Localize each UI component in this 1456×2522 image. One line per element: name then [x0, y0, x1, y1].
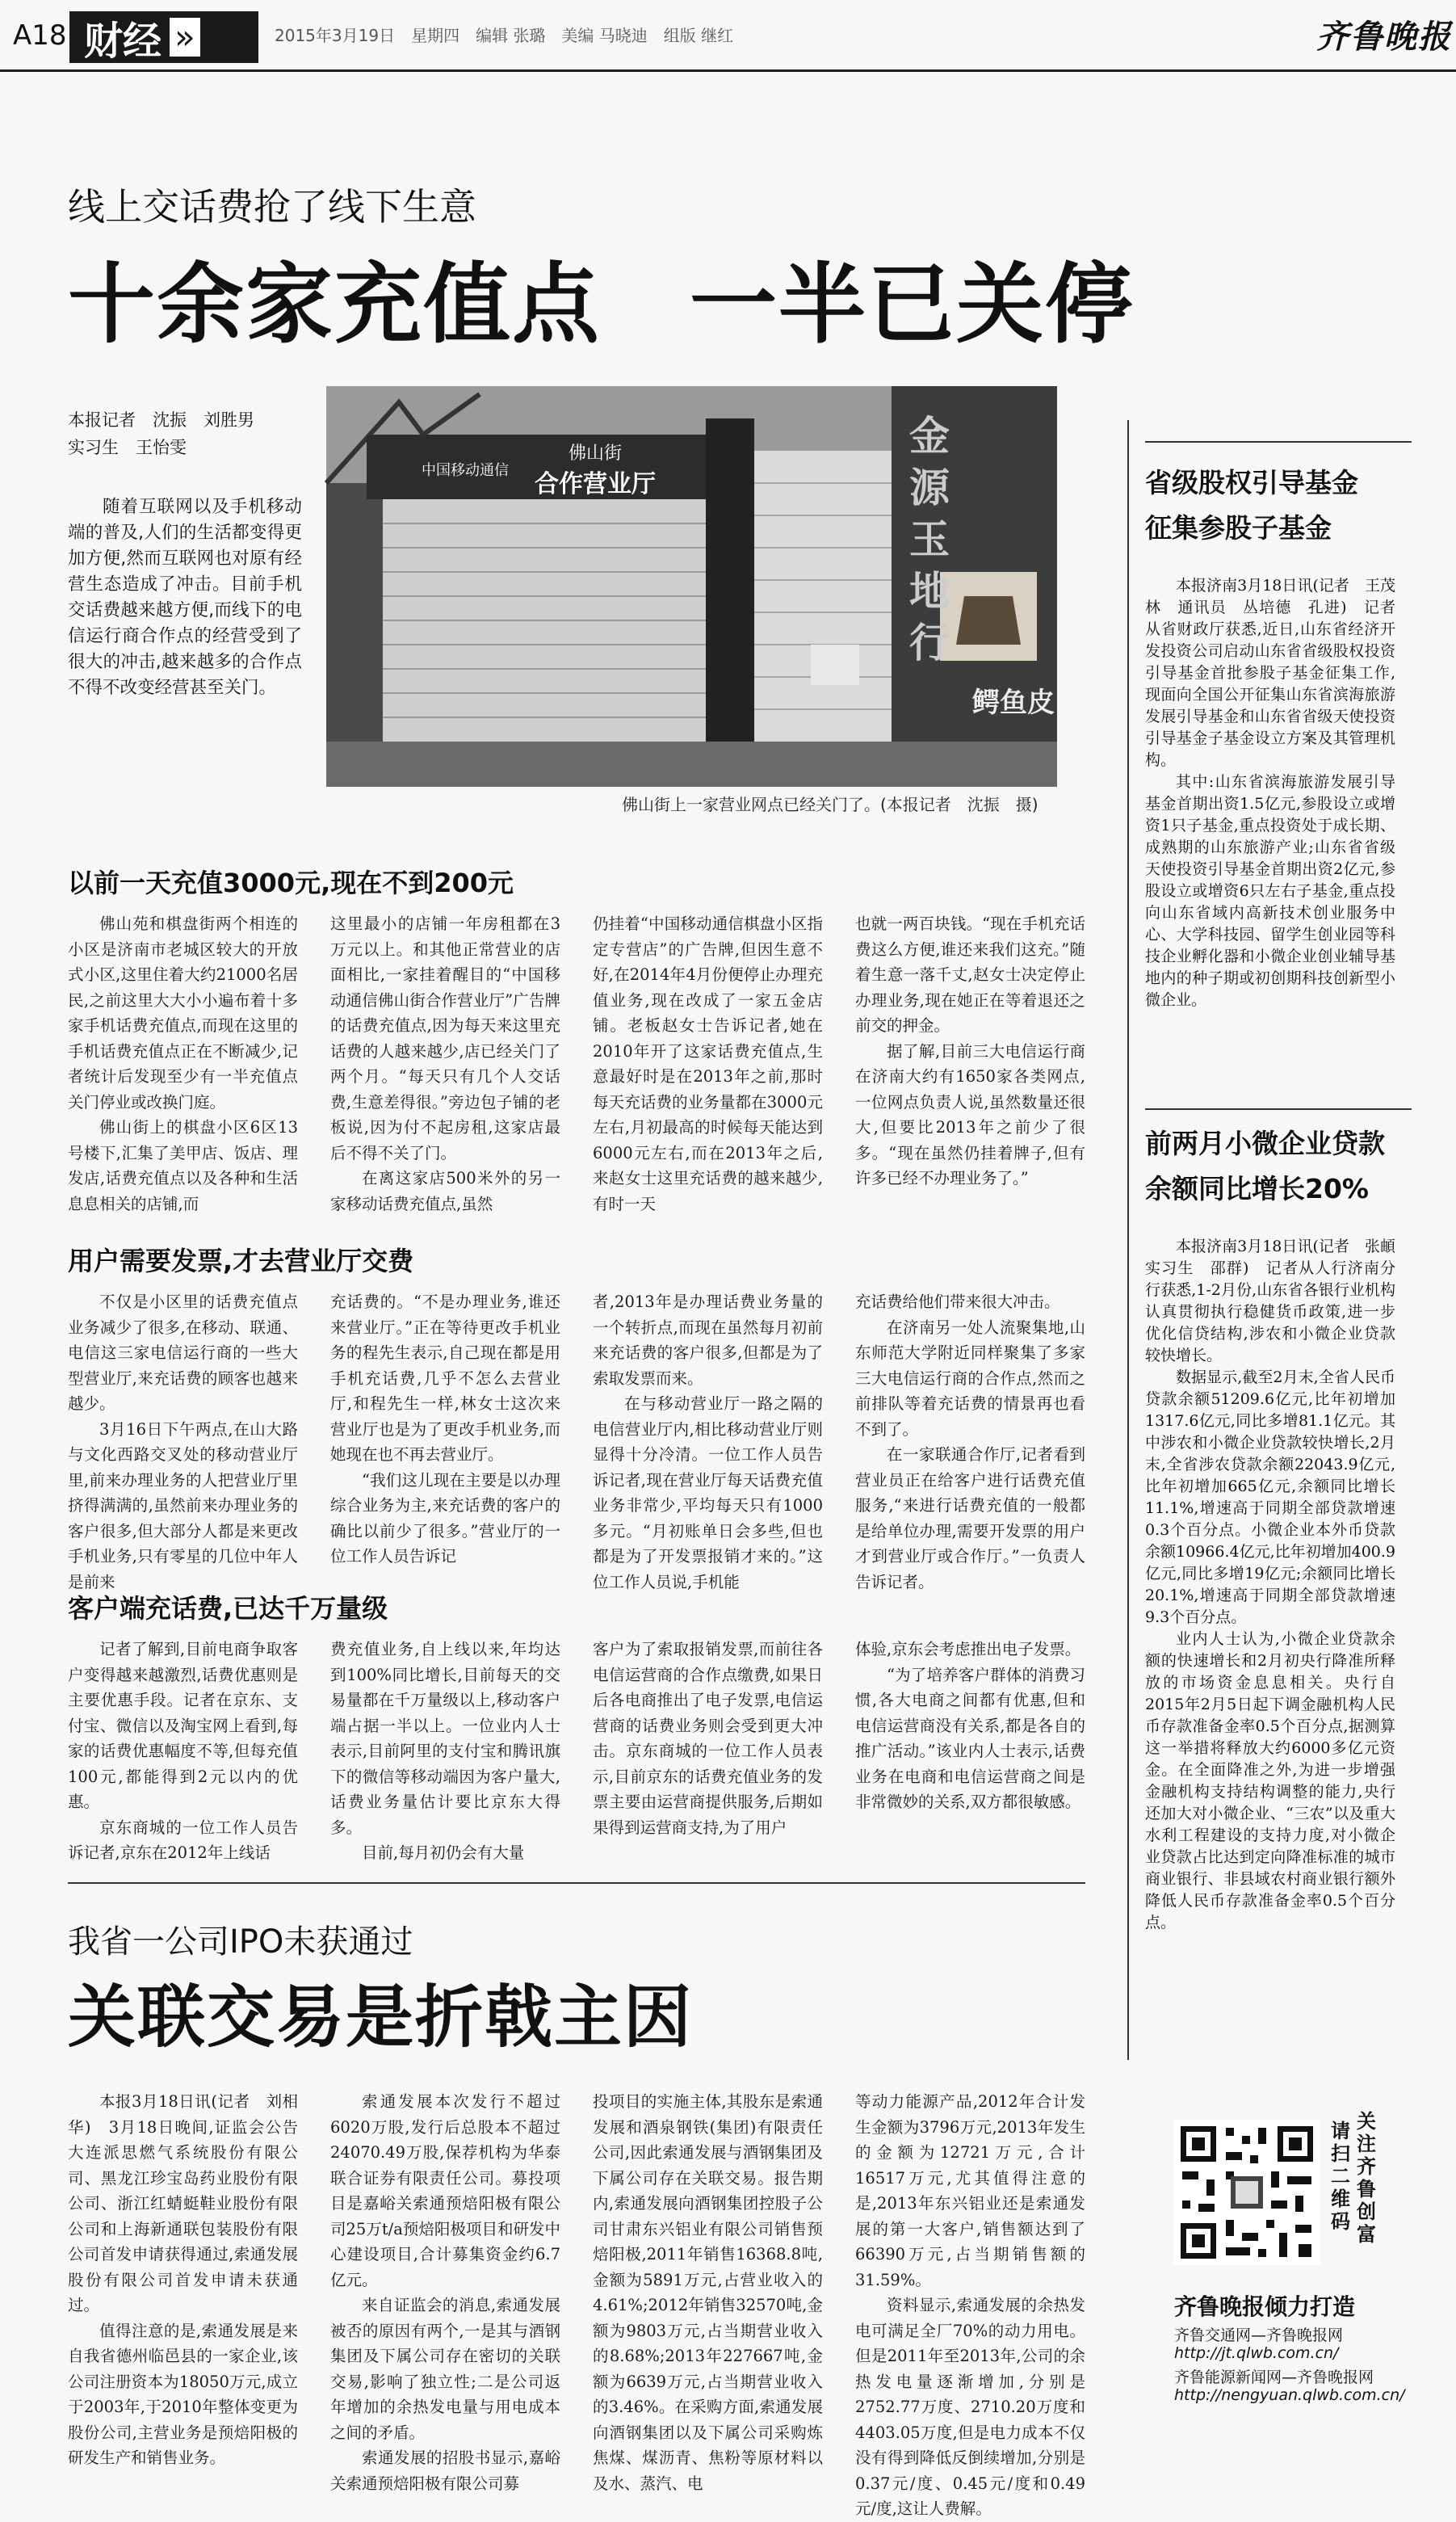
paragraph: 本报济南3月18日讯(记者 王茂林 通讯员 丛培德 孔进) 记者从省财政厅获悉,近日,山东省经济开发投资公司启动山东省省级股权投资引导基金首批参股子基金征集工作,现面向全国公开征集山东省滨海旅游发展引导基金和山东省省级天使投资引导基金子基金设立方案及其管理机构。: [1145, 577, 1395, 769]
section-1-title: 以前一天充值3000元,现在不到200元: [68, 868, 514, 898]
section-2-body: [68, 1289, 1085, 1591]
section-2-col-1: [68, 1289, 298, 1591]
qr-code-icon: [1174, 2120, 1320, 2265]
street-photo: [326, 386, 1057, 787]
second-col-1: [68, 2089, 298, 2467]
story-separator: [68, 1882, 1085, 1884]
paragraph: 索通发展本次发行不超过6020万股,发行后总股本不超过24070.49万股,保荐机构为华泰联合证券有限责任公司。募投项目是嘉峪关索通预焙阳极有限公司25万t/a预焙阳极项目和研发中心建设项目,合计募集资金约6.7亿元。: [330, 2092, 560, 2289]
second-story-body: [68, 2089, 1085, 2518]
section-label: 财经: [84, 18, 162, 64]
paragraph: 资料显示,索通发展的余热发电可满足全厂70%的动力用电。但是2011年至2013年,公司的余热发电量逐渐增加,分别是2752.77万度、2710.20万度和4403.05万度,但是电力成本不仅没有得到降低反倒续增加,分别是0.37元/度、0.45元/度和0.49元/度,这让人费解。: [855, 2296, 1085, 2518]
brief-1-title-line-1: 省级股权引导基金: [1145, 467, 1358, 498]
section-badge: [69, 11, 258, 63]
header-meta: 2015年3月19日 星期四 编辑 张璐 美编 马晓迪 组版 继红: [275, 26, 734, 45]
sign-street: 佛山街: [569, 443, 623, 464]
ad-url-1[interactable]: http://jt.qlwb.com.cn/: [1174, 2344, 1339, 2362]
section-3-col-1: [68, 1637, 298, 1866]
main-byline: [68, 406, 254, 461]
ad-url-2[interactable]: http://nengyuan.qlwb.com.cn/: [1174, 2386, 1405, 2404]
section-3-title: 客户端充话费,已达千万量级: [68, 1593, 388, 1624]
brief-1-body: [1145, 575, 1395, 1089]
paragraph: 来自证监会的消息,索通发展被否的原因有两个,一是其与酒钢集团及下属公司存在密切的关联交易,影响了独立性;二是公司返年增加的余热发电量与用电成本之间的矛盾。: [330, 2296, 560, 2442]
sign-hall: 合作营业厅: [535, 470, 656, 498]
paragraph: 也就一两百块钱。“现在手机充话费这么方便,谁还来我们这充。”随着生意一落千丈,赵女士决定停止办理业务,现在她正在等着退还之前交的押金。: [855, 914, 1085, 1035]
paragraph: “为了培养客户群体的消费习惯,各大电商之间都有优惠,但和电信运营商没有关系,都是各自的推广活动。”该业内人士表示,话费业务在电商和电信运营商之间是非常微妙的关系,双方都很敏感。: [855, 1665, 1085, 1811]
second-headline: 关联交易是折戟主因: [68, 1978, 694, 2057]
section-3-col-3: [593, 1637, 823, 1866]
paragraph: 数据显示,截至2月末,全省人民币贷款余额51209.6亿元,比年初增加1317.6亿元,同比多增81.1亿元。其中涉农和小微企业贷款较快增长,2月末,全省涉农贷款余额22043.9亿元,比年初增加665亿元,余额同比增长11.1%,增速高于同期全部贷款增速0.3个百分点。小微企业本外币贷款余额10966.4亿元,比年初增加400.9亿元,同比多增19亿元;余额同比增长20.1%,增速高于同期全部贷款增速9.3个百分点。: [1145, 1368, 1396, 1626]
ad-site-1: 齐鲁交通网—齐鲁晚报网: [1174, 2327, 1344, 2344]
second-col-3: [593, 2089, 823, 2493]
paragraph: 在与移动营业厅一路之隔的电信营业厅内,相比移动营业厅则显得十分冷清。一位工作人员告诉记者,现在营业厅每天话费充值业务非常少,平均每天只有1000多元。“月初账单日会多些,但也都是为了开发票报销才来的。”这位工作人员说,手机能: [593, 1394, 823, 1591]
brief-2-title-line-1: 前两月小微企业贷款: [1145, 1128, 1385, 1159]
paragraph: 京东商城的一位工作人员告诉记者,京东在2012年上线话: [68, 1818, 298, 1862]
paragraph: 在济南另一处人流聚集地,山东师范大学附近同样聚集了多家三大电信运行商的合作点,然而之前排队等着充话费的情景再也看不到了。: [855, 1318, 1085, 1439]
photo-caption: 佛山街上一家营业网点已经关门了。(本报记者 沈振 摄): [622, 795, 1039, 814]
paragraph: 本报济南3月18日讯(记者 张頔 实习生 邵群) 记者从人行济南分行获悉,1-2月份,山东省各银行业机构认真贯彻执行稳健货币政策,进一步优化信贷结构,涉农和小微企业贷款较快增长。: [1145, 1238, 1412, 1364]
paragraph: 这里最小的店铺一年房租都在3万元以上。和其他正常营业的店面相比,一家挂着醒目的“中国移动通信佛山街合作营业厅”广告牌的话费充值点,因为每天来这里充话费的人越来越少,店已经关门了两个月。“每天只有几个人交话费,生意差得很。”旁边包子铺的老板说,因为付不起房租,这家店最后不得不关了门。: [330, 914, 560, 1162]
paragraph: 值得注意的是,索通发展是来自我省德州临邑县的一家企业,该公司注册资本为18050万元,成立于2003年,于2010年整体变更为股份公司,主营业务是预焙阳极的研发生产和销售业务。: [68, 2321, 298, 2467]
paragraph: 索通发展的招股书显示,嘉峪关索通预焙阳极有限公司募: [330, 2448, 560, 2493]
section-3-col-4: [855, 1637, 1085, 1866]
qr-prompt-1: 关注齐鲁创富: [1357, 2110, 1376, 2246]
main-kicker: 线上交话费抢了线下生意: [68, 185, 476, 229]
qr-prompt-2: 请扫二维码: [1331, 2120, 1350, 2233]
brief-2-body: [1145, 1236, 1412, 2052]
paragraph: 费充值业务,自上线以来,年均达到100%同比增长,目前每天的交易量都在千万量级以上,移动客户端占据一半以上。一位业内人士表示,目前阿里的支付宝和腾讯旗下的微信等移动端因为客户量大,话费业务量估计要比京东大得多。: [330, 1640, 560, 1837]
paragraph: 等动力能源产品,2012年合计发生金额为3796万元,2013年发生的金额为12721万元,合计16517万元,尤其值得注意的是,2013年东兴铝业还是索通发展的第一大客户,销售额达到了66390万元,占当期销售额的31.59%。: [855, 2092, 1085, 2289]
paragraph: 佛山苑和棋盘街两个相连的小区是济南市老城区较大的开放式小区,这里住着大约21000名居民,之前这里大大小小遍布着十多家手机话费充值点,而现在这里的手机话费充值点正在不断减少,记者统计后发现至少有一半充值点关门停业或改换门庭。: [68, 914, 298, 1112]
section-2-col-3: [593, 1289, 823, 1591]
section-1-col-2: [330, 911, 560, 1213]
paragraph: 本报3月18日讯(记者 刘相华) 3月18日晚间,证监会公告大连派思燃气系统股份有限公司、黑龙江珍宝岛药业股份有限公司、浙江红蜻蜓鞋业股份有限公司和上海新通联包装股份有限公司首发申请获得通过,索通发展股份有限公司首发申请未获通过。: [68, 2092, 298, 2314]
main-headline: 十余家充值点 一半已关停: [68, 254, 1135, 355]
paragraph: 不仅是小区里的话费充值点业务减少了很多,在移动、联通、电信这三家电信运行商的一些大型营业厅,来充话费的顾客也越来越少。: [68, 1293, 298, 1413]
brief-1-title: [1145, 460, 1358, 551]
brief-2-title-line-2: 余额同比增长20%: [1145, 1173, 1369, 1204]
section-1-col-4: [855, 911, 1085, 1191]
page-number: A18: [13, 19, 67, 52]
paragraph: 业内人士认为,小微企业贷款余额的快速增长和2月初央行降准所释放的市场资金息息相关。央行自2015年2月5日起下调金融机构人民币存款准备金率0.5个百分点,据测算这一举措将释放大约6000多亿元资金。在全面降准之外,为进一步增强金融机构支持结构调整的能力,央行还加大对小微企业、“三农”以及重大水利工程建设的支持力度,对小微企业贷款占比达到定向降准标准的城市商业银行、非县域农村商业银行额外降低人民币存款准备金率0.5个百分点。: [1145, 1630, 1395, 1931]
ad-title: 齐鲁晚报倾力打造: [1174, 2293, 1356, 2320]
second-col-2: [330, 2089, 560, 2493]
paragraph: 充话费给他们带来很大冲击。: [855, 1293, 1060, 1311]
section-arrow-icon: »: [170, 18, 200, 57]
paragraph: 3月16日下午两点,在山大路与文化西路交叉处的移动营业厅里,前来办理业务的人把营业厅里挤得满满的,虽然前来办理业务的客户很多,但大部分人都是来更改手机业务,只有零星的几位中年人是前来: [68, 1419, 298, 1591]
byline-line-2: 实习生 王怡雯: [68, 438, 187, 457]
section-1-body: [68, 911, 1085, 1213]
section-1-col-1: [68, 911, 298, 1213]
paper-logo: 齐鲁晚报: [1316, 18, 1452, 56]
paragraph: 者,2013年是办理话费业务量的一个转折点,而现在虽然每月初前来充话费的客户很多,但都是为了索取发票而来。: [593, 1293, 823, 1388]
sign-jade-shop: 金源玉地行: [909, 413, 950, 666]
paragraph: 投项目的实施主体,其股东是索通发展和酒泉钢铁(集团)有限责任公司,因此索通发展与酒钢集团及下属公司存在关联交易。报告期内,索通发展向酒钢集团控股子公司甘肃东兴铝业有限公司销售预焙阳极,2011年销售16368.8吨,金额为5891万元,占营业收入的4.61%;2012年销售32570吨,金额为9803万元,占当期营业收入的8.68%;2013年227667吨,金额为6639万元,占当期营业收入的3.46%。在采购方面,索通发展向酒钢集团以及下属公司采购炼焦煤、煤沥青、焦粉等原材料以及水、蒸汽、电: [593, 2092, 823, 2493]
second-col-4: [855, 2089, 1085, 2518]
sign-leather: 鳄鱼皮: [972, 687, 1055, 719]
main-lead: 随着互联网以及手机移动端的普及,人们的生活都变得更加方便,然而互联网也对原有经营生态造成了冲击。目前手机交话费越来越方便,而线下的电信运行商合作点的经营受到了很大的冲击,越来越多的合作点不得不改变经营甚至关门。: [68, 497, 302, 698]
sidebar-top-rule: [1145, 441, 1412, 443]
paragraph: 充话费的。“不是办理业务,谁还来营业厅。”正在等待更改手机业务的程先生表示,自己现在都是用手机充话费,几乎不怎么去营业厅,和程先生一样,林女士这次来营业厅也是为了更改手机业务,而她现在也不再去营业厅。: [330, 1293, 560, 1464]
sign-china-mobile: 中国移动通信: [422, 462, 509, 479]
section-1-col-3: [593, 911, 823, 1213]
paragraph: 仍挂着“中国移动通信棋盘小区指定专营店”的广告牌,但因生意不好,在2014年4月份便停止办理充值业务,现在改成了一家五金店铺。老板赵女士告诉记者,她在2010年开了这家话费充值点,生意最好时是在2013年之前,那时每天充话费的业务量都在3000元左右,月初最高的时候每天能达到6000元左右,而在2013年之后,来赵女士这里充话费的越来越少,有时一天: [593, 914, 823, 1213]
ad-site-2: 齐鲁能源新闻网—齐鲁晚报网: [1174, 2369, 1374, 2386]
paragraph: 记者了解到,目前电商争取客户变得越来越激烈,话费优惠则是主要优惠手段。记者在京东、支付宝、微信以及淘宝网上看到,每家的话费优惠幅度不等,但每充值100元,都能得到2元以内的优惠。: [68, 1640, 298, 1811]
paragraph: “我们这儿现在主要是以办理综合业务为主,来充话费的客户的确比以前少了很多。”营业厅的一位工作人员告诉记: [330, 1470, 560, 1566]
paragraph: 在一家联通合作厅,记者看到营业员正在给客户进行话费充值服务,“来进行话费充值的一般都是给单位办理,需要开发票的用户才到营业厅或合作厅。”一负责人告诉记者。: [855, 1445, 1085, 1591]
paragraph: 客户为了索取报销发票,而前往各电信运营商的合作点缴费,如果日后各电商推出了电子发票,电信运营商的话费业务则会受到更大冲击。京东商城的一位工作人员表示,目前京东的话费充值业务的发票主要由运营商提供服务,后期如果得到运营商支持,为了用户: [593, 1640, 823, 1837]
paragraph: 其中:山东省滨海旅游发展引导基金首期出资1.5亿元,参股设立或增资1只子基金,重点投资处于成长期、成熟期的山东旅游产业;山东省省级天使投资引导基金首期出资2亿元,参股设立或增资6只左右子基金,重点投向山东省域内高新技术创业服务中心、大学科技园、留学生创业园等科技企业孵化器和小微企业创业辅导基地内的种子期或初创期科技创新型小微企业。: [1145, 773, 1395, 1009]
paragraph: 目前,每月初仍会有大量: [362, 1843, 525, 1862]
byline-line-1: 本报记者 沈振 刘胜男: [68, 410, 254, 430]
second-kicker: 我省一公司IPO未获通过: [68, 1923, 413, 1961]
brief-2-title: [1145, 1121, 1385, 1212]
section-2-col-4: [855, 1289, 1085, 1591]
header-rule: [0, 69, 1456, 72]
section-3-body: [68, 1637, 1085, 1866]
paragraph: 佛山街上的棋盘小区6区13号楼下,汇集了美甲店、饭店、理发店,话费充值点以及各种和生活息息相关的店铺,而: [68, 1118, 298, 1213]
paragraph: 体验,京东会考虑推出电子发票。: [855, 1640, 1081, 1658]
paragraph: 据了解,目前三大电信运行商在济南大约有1650家各类网点,一位网点负责人说,虽然数量还很大,但要比2013年之前少了很多。“现在虽然仍挂着牌子,但有许多已经不办理业务了。”: [855, 1041, 1085, 1187]
sidebar-divider: [1127, 420, 1129, 2060]
section-2-title: 用户需要发票,才去营业厅交费: [68, 1246, 414, 1276]
paragraph: 在离这家店500米外的另一家移动话费充值点,虽然: [330, 1169, 560, 1213]
sidebar-mid-rule: [1145, 1108, 1412, 1110]
section-2-col-2: [330, 1289, 560, 1569]
brief-1-title-line-2: 征集参股子基金: [1145, 512, 1332, 544]
qr-code: [1174, 2120, 1320, 2265]
section-3-col-2: [330, 1637, 560, 1866]
